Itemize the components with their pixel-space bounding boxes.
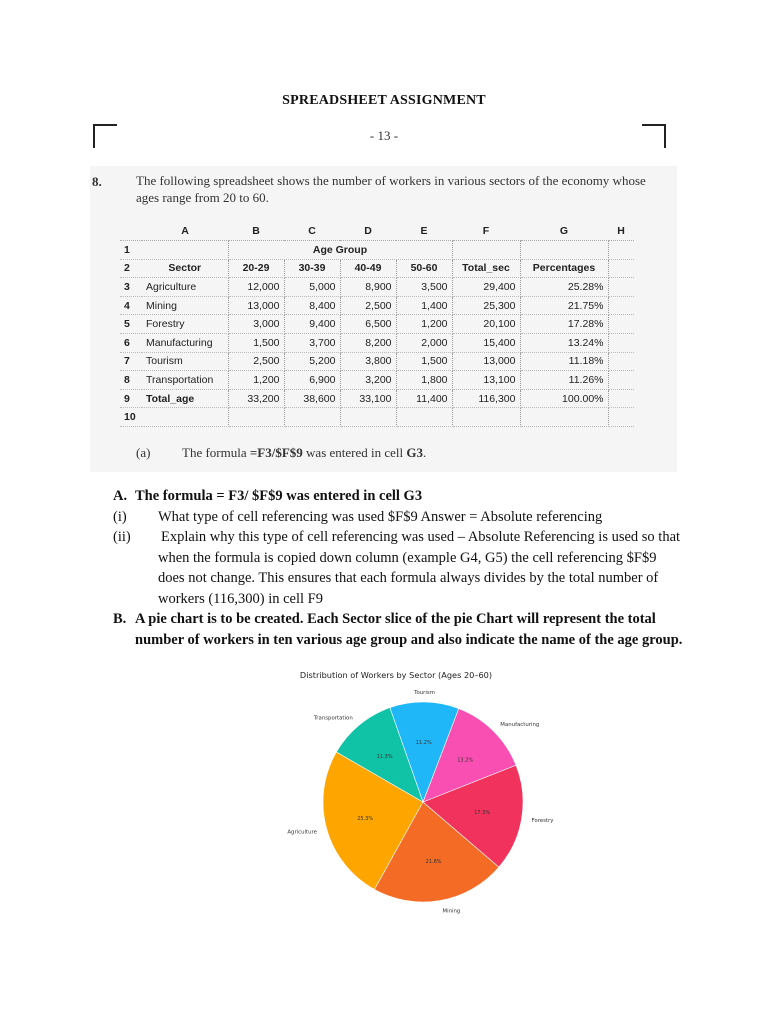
cell [608,278,634,297]
cell: 25.28% [520,278,608,297]
pie-percent-label: 11.3% [376,753,393,760]
cell: 3,000 [228,315,284,334]
cell-reference: G3 [406,445,423,460]
sub-question-label: (a) [136,445,151,460]
corner-cell [120,222,142,241]
pie-category-label: Agriculture [287,829,317,836]
cell: 33,200 [228,389,284,408]
answer-a [113,486,683,507]
cell [608,333,634,352]
header-cell: Sector [142,259,228,278]
answer-text: A pie chart is to be created. Each Sector slice of the pie Chart will represent the total number of workers in ten various age group and also indicate the name of the age group. [135,611,683,648]
cell: 20,100 [452,315,520,334]
formula: =F3/$F$9 [249,445,303,460]
cell [452,241,520,260]
spreadsheet-row [120,352,634,371]
spreadsheet-row [120,408,634,427]
cell [284,408,340,427]
cell: Agriculture [142,278,228,297]
header-cell: Percentages [520,259,608,278]
cell: 13,000 [452,352,520,371]
cell [520,241,608,260]
cell: 2,500 [228,352,284,371]
pie-category-label: Transportation [313,715,353,722]
spreadsheet-row [120,296,634,315]
chart-title: Distribution of Workers by Sector (Ages 20–60) [299,670,493,680]
pie-category-label: Tourism [414,690,435,697]
cell [340,408,396,427]
cell [608,408,634,427]
spreadsheet-row [120,315,634,334]
cell: 6,500 [340,315,396,334]
cell: 2,500 [340,296,396,315]
spreadsheet-row [120,389,634,408]
cell [452,408,520,427]
cell [608,352,634,371]
pie-percent-label: 11.2% [415,740,432,747]
row-number: 2 [120,259,142,278]
answer-marker: B. [113,611,127,627]
cell: 116,300 [452,389,520,408]
answer-marker: (i) [113,508,127,525]
cell: 1,500 [396,352,452,371]
column-header-row [120,222,634,241]
cell: 3,200 [340,371,396,390]
question-text: The following spreadsheet shows the number of workers in various sectors of the economy whose ages range from 20 to 60. [136,173,646,205]
pie-chart [250,665,580,915]
cell: 11,400 [396,389,452,408]
sub-question-text: The formula [182,445,250,460]
column-header-e: E [396,222,452,241]
cell: 1,500 [228,333,284,352]
row-number: 10 [120,408,142,427]
cell: 12,000 [228,278,284,297]
cell: 8,400 [284,296,340,315]
pie-category-label: Mining [442,908,461,915]
cell: 100.00% [520,389,608,408]
cell: 25,300 [452,296,520,315]
answers-section [113,486,683,650]
column-header-f: F [452,222,520,241]
column-header-b: B [228,222,284,241]
cell: 3,500 [396,278,452,297]
row-number: 8 [120,371,142,390]
spreadsheet-row [120,241,634,260]
cell: 15,400 [452,333,520,352]
cell: 17.28% [520,315,608,334]
cell [608,389,634,408]
cell: 3,800 [340,352,396,371]
cell: Forestry [142,315,228,334]
cell: 2,000 [396,333,452,352]
cell: 1,200 [396,315,452,334]
row-number: 6 [120,333,142,352]
cell: 1,200 [228,371,284,390]
pie-category-label: Manufacturing [500,721,540,728]
cell [142,408,228,427]
spreadsheet-table [120,222,634,427]
pie-percent-label: 21.8% [425,859,442,866]
cell: 5,200 [284,352,340,371]
spreadsheet-row [120,259,634,278]
header-cell: Total_sec [452,259,520,278]
cell: 1,400 [396,296,452,315]
answer-marker: A. [113,488,128,504]
cell: Mining [142,296,228,315]
cell [608,315,634,334]
cell: Tourism [142,352,228,371]
answer-ii [113,527,683,609]
cell: 11.18% [520,352,608,371]
answer-text: Explain why this type of cell referencing was used – Absolute Referencing is used so that when the formula is copied down column (example G4, G5) the cell referencing $F$9 does not change. This ensures that each formula always divides by the total number of workers (116,300) in cell F9 [158,529,681,607]
cell: 8,900 [340,278,396,297]
age-group-header: Age Group [228,241,452,260]
cell: 29,400 [452,278,520,297]
sub-question-a [136,445,426,461]
cell: 11.26% [520,371,608,390]
row-number: 9 [120,389,142,408]
spreadsheet-row [120,333,634,352]
spreadsheet-row [120,371,634,390]
column-header-h: H [608,222,634,241]
answer-text: The formula = F3/ $F$9 was entered in cell G3 [135,488,423,504]
cell: 1,800 [396,371,452,390]
row-number: 7 [120,352,142,371]
row-number: 4 [120,296,142,315]
sub-question-text: was entered in cell [302,445,407,460]
row-number: 3 [120,278,142,297]
cell: 13,100 [452,371,520,390]
header-cell: 40-49 [340,259,396,278]
question-number: 8. [92,174,102,189]
row-number: 5 [120,315,142,334]
spreadsheet-row [120,278,634,297]
cell: 33,100 [340,389,396,408]
header-cell: 30-39 [284,259,340,278]
pie-percent-label: 25.3% [357,816,374,823]
answer-b [113,609,683,650]
pie-chart-svg [250,665,580,915]
cell: 21.75% [520,296,608,315]
cell: 3,700 [284,333,340,352]
cell: 6,900 [284,371,340,390]
column-header-c: C [284,222,340,241]
pie-percent-label: 13.2% [457,757,474,764]
cell: 5,000 [284,278,340,297]
cell [608,371,634,390]
pie-category-label: Forestry [531,818,554,825]
answer-i [113,507,683,528]
cell [608,296,634,315]
header-cell: 20-29 [228,259,284,278]
cell [608,241,634,260]
cell [520,408,608,427]
pie-percent-label: 17.3% [474,809,491,816]
column-header-a: A [142,222,228,241]
cell: 13,000 [228,296,284,315]
answer-marker: (ii) [113,529,131,545]
cell [228,408,284,427]
page-number: - 13 - [369,128,399,143]
spreadsheet [120,222,634,427]
column-header-g: G [520,222,608,241]
cell: 8,200 [340,333,396,352]
cell [608,259,634,278]
document-title: SPREADSHEET ASSIGNMENT [282,93,486,108]
cell [396,408,452,427]
sub-question-text: . [423,445,427,460]
cell: Transportation [142,371,228,390]
cell: 9,400 [284,315,340,334]
cell: 38,600 [284,389,340,408]
cell: Total_age [142,389,228,408]
cell: Manufacturing [142,333,228,352]
column-header-d: D [340,222,396,241]
row-number: 1 [120,241,142,260]
cell: 13.24% [520,333,608,352]
header-cell: 50-60 [396,259,452,278]
cell [142,241,228,260]
answer-text: What type of cell referencing was used $F$9 Answer = Absolute referencing [158,508,603,525]
